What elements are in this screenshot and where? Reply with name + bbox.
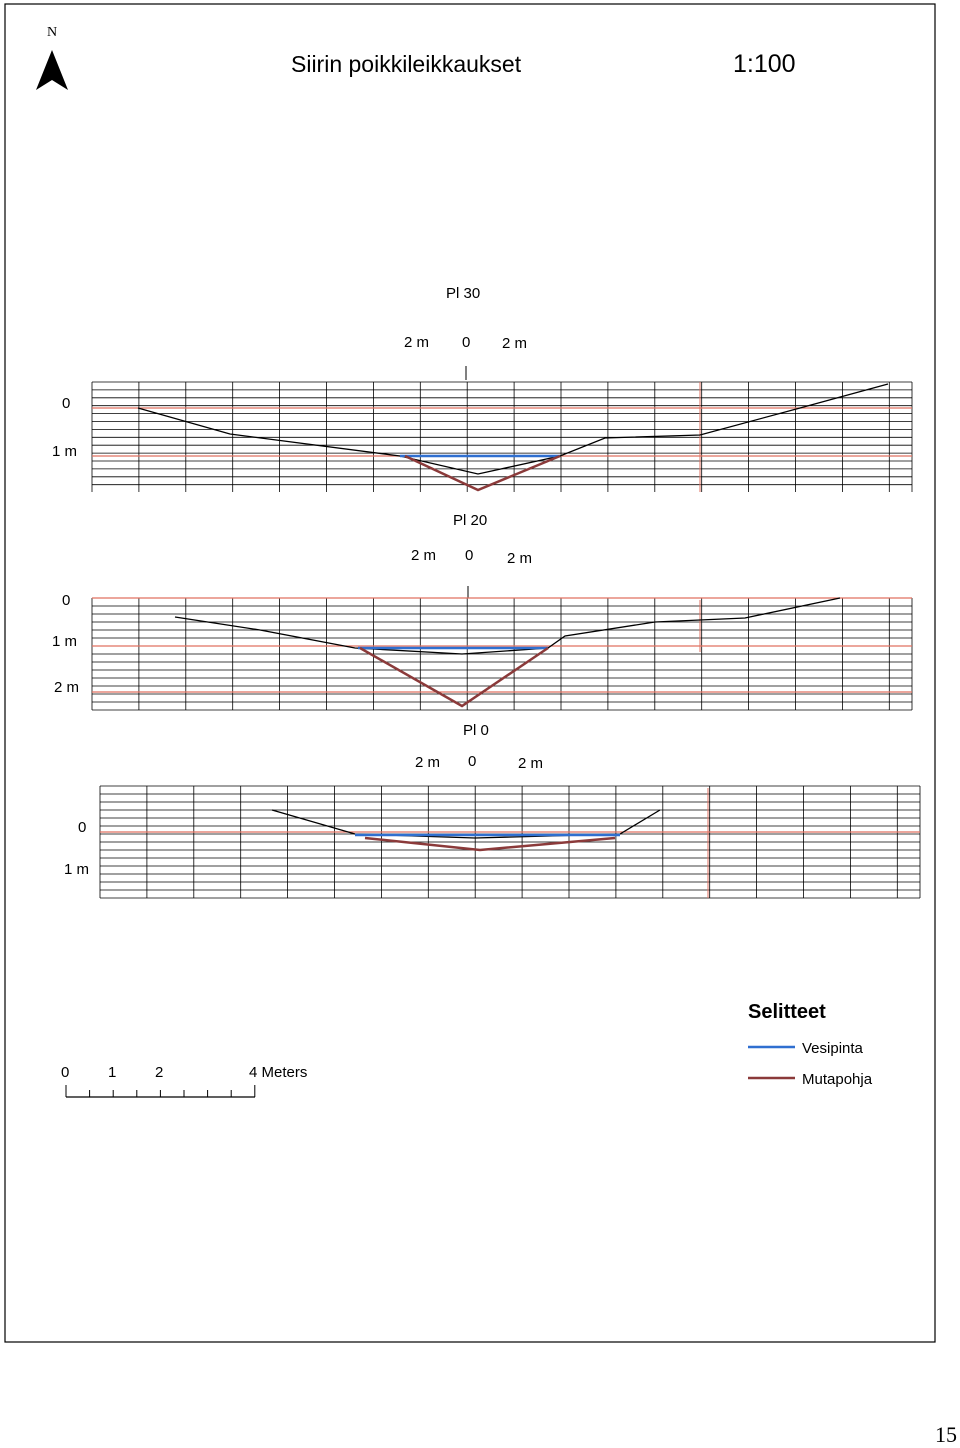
section-grid: [92, 598, 912, 710]
scalebar-tick-label: 2: [155, 1064, 164, 1081]
section-grid: [92, 382, 912, 492]
offset-label-zero: 0: [468, 753, 477, 770]
offset-label-zero: 0: [462, 334, 471, 351]
offset-label-left: 2 m: [411, 547, 437, 564]
legend: [748, 1001, 873, 1088]
north-label: N: [46, 25, 58, 40]
mud-bottom-line: [360, 648, 548, 706]
scalebar-tick-label: 4 Meters: [249, 1064, 308, 1081]
page-number: 15: [935, 1422, 957, 1447]
mud-bottom-line: [365, 838, 615, 850]
offset-label-right: 2 m: [502, 335, 528, 352]
offset-label-right: 2 m: [507, 550, 533, 567]
scale-bar: [61, 1064, 307, 1097]
depth-label-1: 1 m: [52, 443, 78, 460]
depth-label-1: 1 m: [64, 861, 90, 878]
offset-label-left: 2 m: [404, 334, 430, 351]
north-arrow-icon: [36, 50, 68, 90]
depth-label-2: 2 m: [54, 679, 80, 696]
section-pl20: [52, 512, 912, 710]
section-grid: [100, 786, 920, 898]
scalebar-tick-label: 0: [61, 1064, 70, 1081]
depth-label-0: 0: [78, 819, 87, 836]
map-scale: 1:100: [733, 50, 796, 78]
legend-label-water: Vesipinta: [802, 1040, 863, 1057]
section-pl0: [64, 722, 920, 898]
section-title: Pl 20: [453, 512, 488, 529]
depth-label-0: 0: [62, 395, 71, 412]
legend-title: Selitteet: [748, 1001, 826, 1023]
section-pl30: [52, 285, 912, 492]
section-title: Pl 30: [446, 285, 481, 302]
map-title: Siirin poikkileikkaukset: [291, 51, 522, 77]
offset-label-zero: 0: [465, 547, 474, 564]
scalebar-tick-label: 1: [108, 1064, 117, 1081]
depth-label-0: 0: [62, 592, 71, 609]
offset-label-left: 2 m: [415, 754, 441, 771]
section-title: Pl 0: [463, 722, 489, 739]
offset-label-right: 2 m: [518, 755, 544, 772]
depth-label-1: 1 m: [52, 633, 78, 650]
legend-label-mud: Mutapohja: [802, 1071, 873, 1088]
